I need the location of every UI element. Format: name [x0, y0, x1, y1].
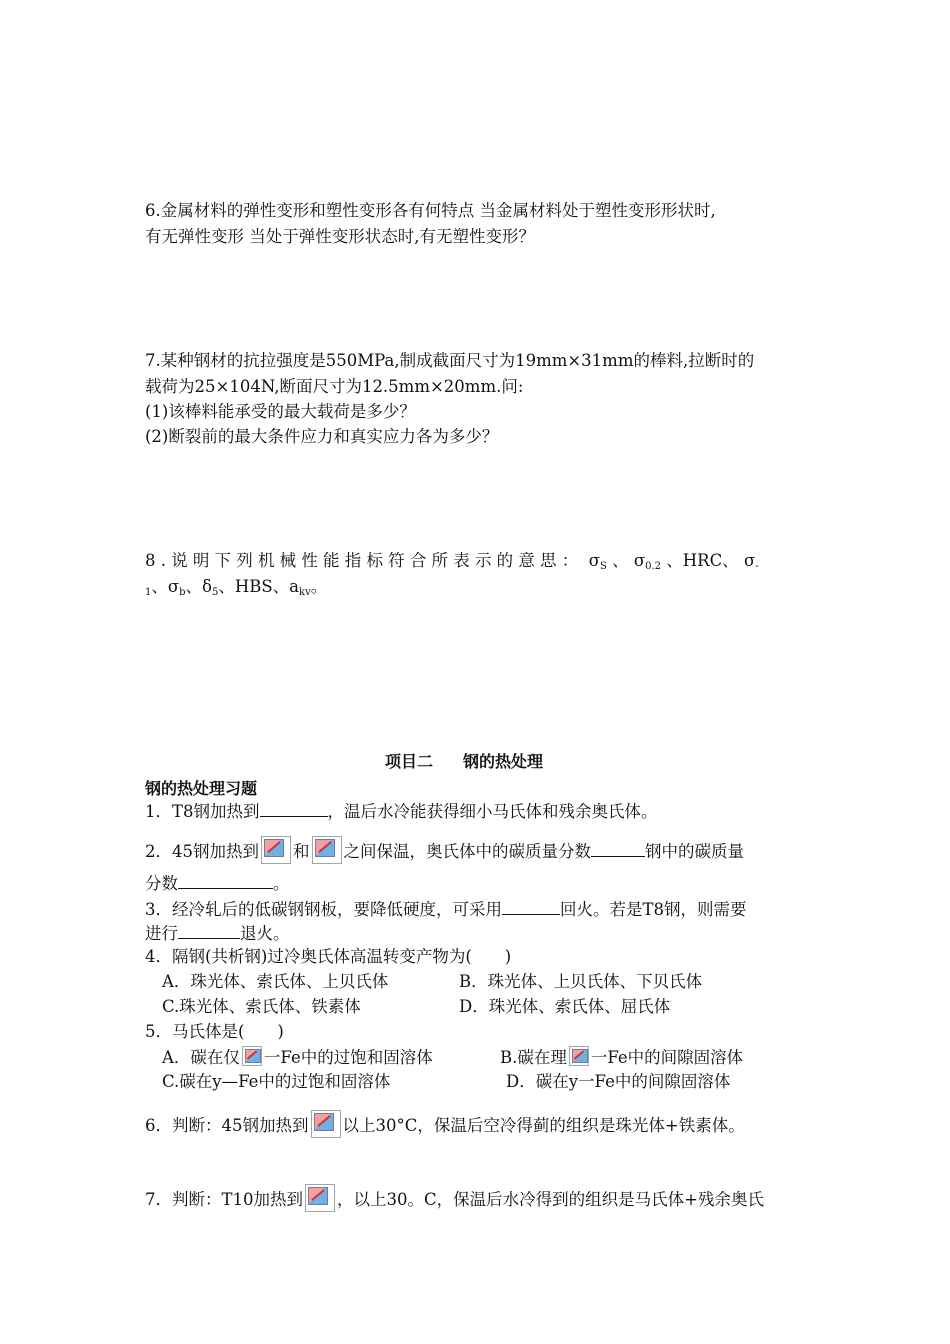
exercise-2-text-f: 。 [273, 874, 290, 893]
exercise-5-option-a [162, 1046, 433, 1069]
exercise-2-text-d: 钢中的碳质量 [645, 842, 744, 861]
separator: 、 [612, 551, 629, 570]
question-8-line-1 [145, 550, 759, 578]
question-8-prefix: 8.说明下列机械性能指标符合所表示的意思： [145, 551, 584, 570]
answer-blank[interactable] [502, 898, 560, 915]
exercise-5: 5．马氏体是( ) [145, 1022, 284, 1041]
exercise-5-option-c: C.碳在y—Fe中的过饱和固溶体 [162, 1072, 391, 1091]
sub-kv: kv [299, 587, 311, 598]
exercise-4-option-a: A．珠光体、索氏体、上贝氏体 [162, 972, 389, 991]
exercise-5-option-a-text-1: A．碳在仅 [162, 1048, 240, 1067]
exercise-2-line-2 [145, 872, 290, 895]
answer-blank[interactable] [178, 872, 273, 889]
hbs-akv: 、HBS、a [218, 577, 300, 596]
broken-image-icon [569, 1046, 589, 1066]
exercise-1-text-b: ，温后水冷能获得细小马氏体和残余奥氏体。 [327, 802, 658, 821]
broken-image-icon [311, 1110, 341, 1138]
exercise-2-line-1 [145, 836, 744, 864]
answer-blank[interactable] [260, 800, 328, 817]
sub-5: 5 [211, 587, 219, 598]
hrc-text: 、HRC、 [666, 551, 739, 570]
period: 。 [310, 577, 328, 596]
exercise-2-text-a: 2．45钢加热到 [145, 842, 259, 861]
answer-blank[interactable] [591, 840, 645, 857]
exercise-7 [145, 1184, 764, 1212]
broken-image-icon [305, 1184, 335, 1212]
sigma-minus1: σ [743, 551, 756, 570]
exercise-5-option-b-text-2: 一Fe中的间隙固溶体 [590, 1048, 744, 1067]
broken-image-icon [312, 836, 342, 864]
exercise-4-option-d: D．珠光体、索氏体、屈氏体 [459, 997, 671, 1016]
exercise-6-text-b: 以上30°C，保温后空冷得蓟的组织是珠光体+铁素体。 [342, 1116, 745, 1135]
section-subtitle: 钢的热处理习题 [145, 779, 258, 798]
exercise-5-option-a-text-2: 一Fe中的过饱和固溶体 [263, 1048, 433, 1067]
exercise-7-text-a: 7．判断：T10加热到 [145, 1190, 303, 1209]
exercise-5-option-b [500, 1046, 743, 1069]
exercise-2-text-c: 之间保温，奥氏体中的碳质量分数 [343, 842, 591, 861]
sub-s: S [599, 561, 607, 572]
broken-image-icon [261, 836, 291, 864]
question-7-line-4: (2)断裂前的最大条件应力和真实应力各为多少？ [145, 427, 499, 446]
exercise-4-option-b: B．珠光体、上贝氏体、下贝氏体 [459, 972, 703, 991]
question-8-line-2 [145, 576, 327, 604]
exercise-3-line-1 [145, 898, 747, 921]
exercise-5-option-b-text-1: B.碳在理 [500, 1048, 567, 1067]
exercise-3-text-c: 进行 [145, 924, 178, 943]
question-7-line-2: 载荷为25×104N,断面尺寸为12.5mm×20mm.问: [145, 377, 524, 396]
exercise-2-text-b: 和 [293, 842, 310, 861]
exercise-2-text-e: 分数 [145, 874, 178, 893]
question-6-line-2: 有无弹性变形 当处于弹性变形状态时,有无塑性变形？ [145, 227, 535, 246]
exercise-6 [145, 1110, 745, 1138]
section-title [385, 749, 543, 772]
exercise-6-text-a: 6．判断：45钢加热到 [145, 1116, 309, 1135]
question-7-line-3: (1)该棒料能承受的最大载荷是多少？ [145, 402, 416, 421]
exercise-4: 4．隔钢(共析钢)过冷奥氏体高温转变产物为( ) [145, 947, 512, 966]
exercise-3-text-d: 退火。 [240, 924, 290, 943]
exercise-7-text-b: ，以上30。C，保温后水冷得到的组织是马氏体+残余奥氏 [337, 1190, 764, 1209]
sub-b: b [179, 587, 186, 598]
sub-minus: - [755, 561, 759, 572]
sigma-s: σ [588, 551, 600, 570]
section-title-left: 项目二 [385, 752, 434, 771]
sigma-b: 、σ [151, 577, 180, 596]
exercise-1 [145, 800, 658, 823]
exercise-5-option-d: D．碳在y一Fe中的间隙固溶体 [506, 1072, 731, 1091]
question-6-line-1: 6.金属材料的弹性变形和塑性变形各有何特点 当金属材料处于塑性变形形状时, [145, 201, 716, 220]
exercise-3-text-b: 回火。若是T8钢，则需要 [560, 900, 747, 919]
broken-image-icon [242, 1046, 262, 1066]
sigma-02: σ [633, 551, 646, 570]
question-7-line-1: 7.某种钢材的抗拉强度是550MPa,制成截面尺寸为19mm×31mm的棒料,拉断时的 [145, 351, 755, 370]
sub-02: 0.2 [645, 561, 661, 572]
exercise-1-text-a: 1．T8钢加热到 [145, 802, 260, 821]
sub-1: 1 [145, 587, 152, 598]
delta-5: 、δ [185, 577, 212, 596]
exercise-3-line-2 [145, 922, 290, 945]
section-title-right: 钢的热处理 [463, 752, 544, 771]
exercise-4-option-c: C.珠光体、索氏体、铁素体 [162, 997, 361, 1016]
exercise-3-text-a: 3．经冷轧后的低碳钢钢板，要降低硬度，可采用 [145, 900, 502, 919]
answer-blank[interactable] [178, 922, 240, 939]
